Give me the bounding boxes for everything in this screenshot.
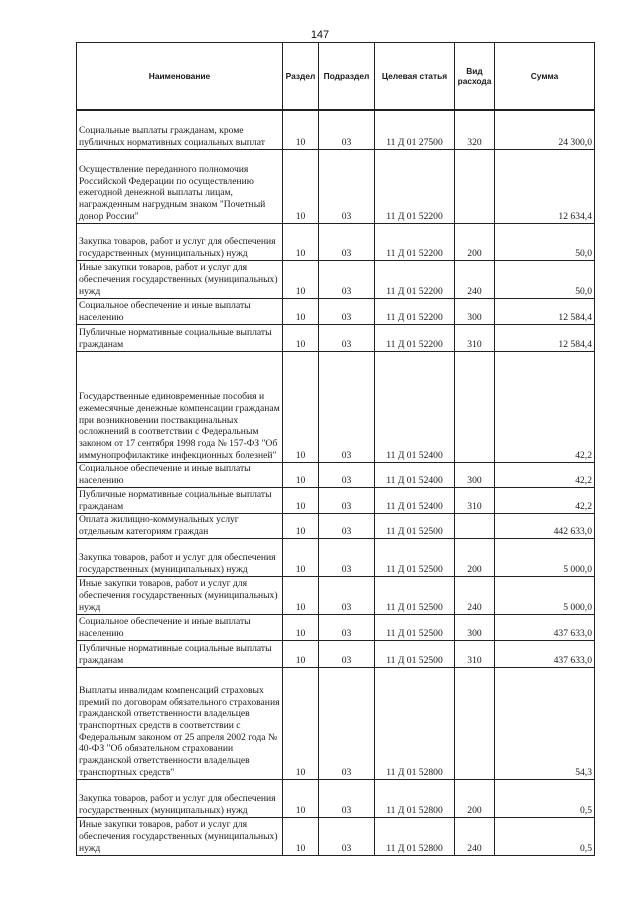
row-subsection: 03 xyxy=(319,513,375,538)
table-row xyxy=(77,817,595,855)
row-section: 10 xyxy=(283,817,319,855)
row-amount: 50,0 xyxy=(495,223,595,260)
row-expense-type: 310 xyxy=(455,324,495,351)
row-amount: 24 300,0 xyxy=(495,110,595,149)
row-subsection: 03 xyxy=(319,110,375,149)
row-target-article: 11 Д 01 27500 xyxy=(375,110,455,149)
header-section: Раздел xyxy=(283,43,319,111)
row-expense-type: 310 xyxy=(455,487,495,513)
row-section: 10 xyxy=(283,640,319,667)
row-section: 10 xyxy=(283,324,319,351)
row-target-article: 11 Д 01 52500 xyxy=(375,576,455,614)
row-name: Иные закупки товаров, работ и услуг для обеспечения государственных (муниципальных) нужд xyxy=(77,576,283,614)
table-row xyxy=(77,576,595,614)
row-target-article: 11 Д 01 52500 xyxy=(375,640,455,667)
row-subsection: 03 xyxy=(319,576,375,614)
row-amount: 0,5 xyxy=(495,779,595,817)
row-section: 10 xyxy=(283,513,319,538)
row-target-article: 11 Д 01 52500 xyxy=(375,614,455,640)
row-name: Иные закупки товаров, работ и услуг для обеспечения государственных (муниципальных) нужд xyxy=(77,817,283,855)
row-section: 10 xyxy=(283,260,319,298)
row-name: Закупка товаров, работ и услуг для обеспечения государственных (муниципальных) нужд xyxy=(77,223,283,260)
row-amount: 5 000,0 xyxy=(495,576,595,614)
row-subsection: 03 xyxy=(319,260,375,298)
row-target-article: 11 Д 01 52400 xyxy=(375,487,455,513)
row-target-article: 11 Д 01 52500 xyxy=(375,538,455,576)
table-row xyxy=(77,110,595,149)
row-name: Выплаты инвалидам компенсаций страховых премий по договорам обязательного страхования гражданской ответственности владельцев транспортных средств в соответствии с Федеральным законом от 25 апреля 2002 года № 40-ФЗ "Об обязательном страховании гражданской ответственности владельцев транспортных средств" xyxy=(77,667,283,779)
row-name: Иные закупки товаров, работ и услуг для обеспечения государственных (муниципальных) нужд xyxy=(77,260,283,298)
row-name: Социальное обеспечение и иные выплаты населению xyxy=(77,298,283,324)
row-expense-type: 200 xyxy=(455,538,495,576)
row-section: 10 xyxy=(283,462,319,487)
row-subsection: 03 xyxy=(319,817,375,855)
row-amount: 42,2 xyxy=(495,351,595,462)
row-expense-type: 240 xyxy=(455,576,495,614)
row-amount: 442 633,0 xyxy=(495,513,595,538)
budget-table xyxy=(76,42,595,856)
row-amount: 0,5 xyxy=(495,817,595,855)
header-amount: Сумма xyxy=(495,43,595,111)
table-row xyxy=(77,487,595,513)
row-amount: 50,0 xyxy=(495,260,595,298)
row-subsection: 03 xyxy=(319,324,375,351)
row-amount: 42,2 xyxy=(495,487,595,513)
row-section: 10 xyxy=(283,576,319,614)
header-expense-type: Вид расхода xyxy=(455,43,495,111)
row-amount: 437 633,0 xyxy=(495,614,595,640)
table-row xyxy=(77,298,595,324)
row-subsection: 03 xyxy=(319,351,375,462)
table-row xyxy=(77,149,595,223)
row-target-article: 11 Д 01 52800 xyxy=(375,667,455,779)
row-section: 10 xyxy=(283,614,319,640)
row-name: Социальное обеспечение и иные выплаты населению xyxy=(77,462,283,487)
row-section: 10 xyxy=(283,223,319,260)
row-expense-type: 300 xyxy=(455,462,495,487)
table-row xyxy=(77,640,595,667)
row-subsection: 03 xyxy=(319,667,375,779)
row-expense-type: 300 xyxy=(455,298,495,324)
header-subsection: Подраздел xyxy=(319,43,375,111)
row-subsection: 03 xyxy=(319,538,375,576)
row-section: 10 xyxy=(283,298,319,324)
row-expense-type: 240 xyxy=(455,817,495,855)
table-row xyxy=(77,779,595,817)
row-target-article: 11 Д 01 52200 xyxy=(375,324,455,351)
row-name: Государственные единовременные пособия и ежемесячные денежные компенсации гражданам при возникновении поствакцинальных осложнений в соответствии с Федеральным законом от 17 сентября 1998 года № 157-ФЗ "Об иммунопрофилактике инфекционных болезней" xyxy=(77,351,283,462)
row-subsection: 03 xyxy=(319,614,375,640)
row-subsection: 03 xyxy=(319,223,375,260)
table-row xyxy=(77,260,595,298)
row-name: Осуществление переданного полномочия Российской Федерации по осуществлению ежегодной денежной выплаты лицам, награжденным нагрудным знаком "Почетный донор России" xyxy=(77,149,283,223)
row-section: 10 xyxy=(283,487,319,513)
row-target-article: 11 Д 01 52400 xyxy=(375,351,455,462)
row-name: Оплата жилищно-коммунальных услуг отдельным категориям граждан xyxy=(77,513,283,538)
table-row xyxy=(77,667,595,779)
row-section: 10 xyxy=(283,667,319,779)
row-name: Социальные выплаты гражданам, кроме публичных нормативных социальных выплат xyxy=(77,110,283,149)
row-section: 10 xyxy=(283,149,319,223)
row-expense-type xyxy=(455,667,495,779)
row-name: Публичные нормативные социальные выплаты гражданам xyxy=(77,487,283,513)
row-expense-type: 310 xyxy=(455,640,495,667)
table-row xyxy=(77,538,595,576)
page-number: 147 xyxy=(310,29,330,41)
header-target-article: Целевая статья xyxy=(375,43,455,111)
row-amount: 12 584,4 xyxy=(495,298,595,324)
row-subsection: 03 xyxy=(319,298,375,324)
row-expense-type: 320 xyxy=(455,110,495,149)
row-expense-type: 200 xyxy=(455,223,495,260)
row-name: Публичные нормативные социальные выплаты гражданам xyxy=(77,324,283,351)
table-row xyxy=(77,513,595,538)
row-amount: 12 584,4 xyxy=(495,324,595,351)
row-target-article: 11 Д 01 52800 xyxy=(375,817,455,855)
table-row xyxy=(77,614,595,640)
row-target-article: 11 Д 01 52200 xyxy=(375,298,455,324)
row-section: 10 xyxy=(283,351,319,462)
table-header xyxy=(77,43,595,111)
row-target-article: 11 Д 01 52200 xyxy=(375,149,455,223)
row-name: Закупка товаров, работ и услуг для обеспечения государственных (муниципальных) нужд xyxy=(77,538,283,576)
row-amount: 12 634,4 xyxy=(495,149,595,223)
row-section: 10 xyxy=(283,538,319,576)
row-name: Публичные нормативные социальные выплаты гражданам xyxy=(77,640,283,667)
row-subsection: 03 xyxy=(319,462,375,487)
row-expense-type xyxy=(455,513,495,538)
row-subsection: 03 xyxy=(319,779,375,817)
row-subsection: 03 xyxy=(319,149,375,223)
row-expense-type xyxy=(455,351,495,462)
row-expense-type: 200 xyxy=(455,779,495,817)
row-subsection: 03 xyxy=(319,640,375,667)
row-name: Социальное обеспечение и иные выплаты населению xyxy=(77,614,283,640)
row-target-article: 11 Д 01 52200 xyxy=(375,223,455,260)
row-amount: 5 000,0 xyxy=(495,538,595,576)
row-name: Закупка товаров, работ и услуг для обеспечения государственных (муниципальных) нужд xyxy=(77,779,283,817)
table-row xyxy=(77,223,595,260)
row-target-article: 11 Д 01 52200 xyxy=(375,260,455,298)
row-expense-type: 240 xyxy=(455,260,495,298)
row-expense-type xyxy=(455,149,495,223)
row-section: 10 xyxy=(283,110,319,149)
row-subsection: 03 xyxy=(319,487,375,513)
row-target-article: 11 Д 01 52800 xyxy=(375,779,455,817)
row-target-article: 11 Д 01 52500 xyxy=(375,513,455,538)
row-amount: 437 633,0 xyxy=(495,640,595,667)
row-amount: 54,3 xyxy=(495,667,595,779)
row-amount: 42,2 xyxy=(495,462,595,487)
table-row xyxy=(77,351,595,462)
row-target-article: 11 Д 01 52400 xyxy=(375,462,455,487)
table-row xyxy=(77,324,595,351)
header-name: Наименование xyxy=(77,43,283,111)
row-expense-type: 300 xyxy=(455,614,495,640)
table-row xyxy=(77,462,595,487)
table-body xyxy=(77,110,595,855)
row-section: 10 xyxy=(283,779,319,817)
